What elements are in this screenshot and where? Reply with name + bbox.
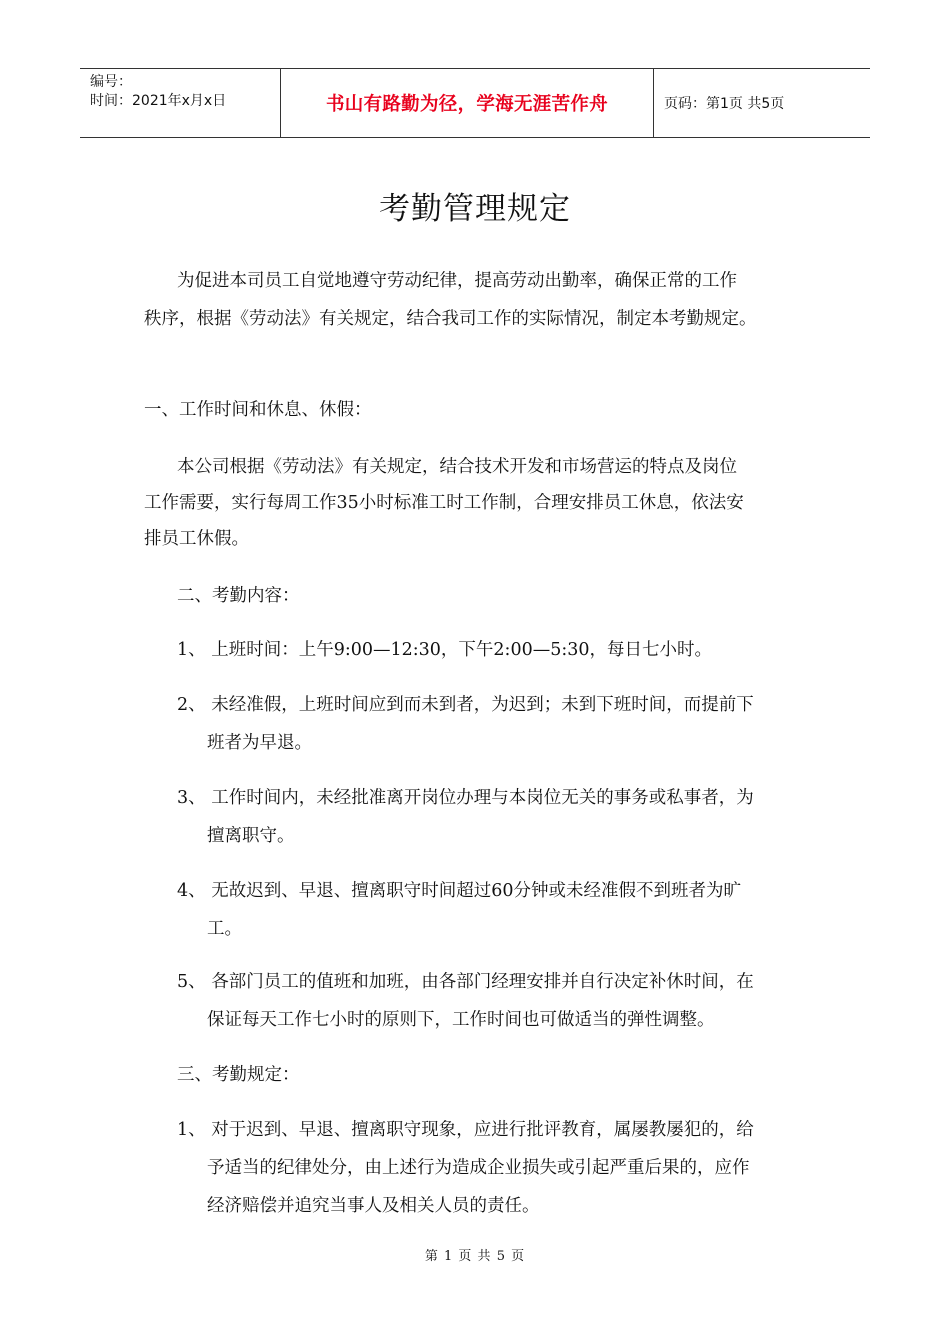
list-item: 1、 上班时间：上午9:00—12:30，下午2:00—5:30，每日七小时。 (177, 640, 713, 660)
paragraph-line: 工作需要，实行每周工作35小时标准工时工作制，合理安排员工休息，依法安 (144, 493, 744, 513)
section-heading: 二、考勤内容： (177, 586, 300, 606)
paragraph-line: 排员工休假。 (144, 529, 249, 549)
page-title: 考勤管理规定 (379, 191, 571, 227)
list-item-continuation: 予适当的纪律处分，由上述行为造成企业损失或引起严重后果的，应作 (207, 1158, 750, 1178)
list-item-continuation: 班者为早退。 (207, 733, 312, 753)
list-item: 4、 无故迟到、早退、擅离职守时间超过60分钟或未经准假不到班者为旷 (177, 881, 741, 901)
header-page-number: 页码：第1页 共5页 (664, 96, 785, 112)
list-item-continuation: 保证每天工作七小时的原则下，工作时间也可做适当的弹性调整。 (207, 1010, 715, 1030)
intro-line: 为促进本司员工自觉地遵守劳动纪律，提高劳动出勤率，确保正常的工作 (177, 271, 737, 291)
list-item-continuation: 工。 (207, 919, 242, 939)
intro-line: 秩序，根据《劳动法》有关规定，结合我司工作的实际情况，制定本考勤规定。 (144, 309, 757, 329)
header-motto: 书山有路勤为径，学海无涯苦作舟 (281, 69, 654, 137)
document-header (80, 68, 870, 138)
page-footer: 第 1 页 共 5 页 (424, 1249, 526, 1264)
section-heading: 一、工作时间和休息、休假： (144, 400, 372, 420)
list-item: 5、 各部门员工的值班和加班，由各部门经理安排并自行决定补休时间，在 (177, 972, 754, 992)
paragraph-line: 本公司根据《劳动法》有关规定，结合技术开发和市场营运的特点及岗位 (177, 457, 737, 477)
section-heading: 三、考勤规定： (177, 1065, 300, 1085)
document-date: 时间：2021年x月x日 (90, 93, 227, 109)
list-item-continuation: 擅离职守。 (207, 826, 295, 846)
header-meta (80, 69, 281, 137)
list-item: 3、 工作时间内，未经批准离开岗位办理与本岗位无关的事务或私事者，为 (177, 788, 754, 808)
list-item: 2、 未经准假，上班时间应到而未到者，为迟到；未到下班时间，而提前下 (177, 695, 754, 715)
document-number: 编号： (90, 74, 132, 90)
list-item-continuation: 经济赔偿并追究当事人及相关人员的责任。 (207, 1196, 540, 1216)
list-item: 1、 对于迟到、早退、擅离职守现象，应进行批评教育，属屡教屡犯的，给 (177, 1120, 754, 1140)
